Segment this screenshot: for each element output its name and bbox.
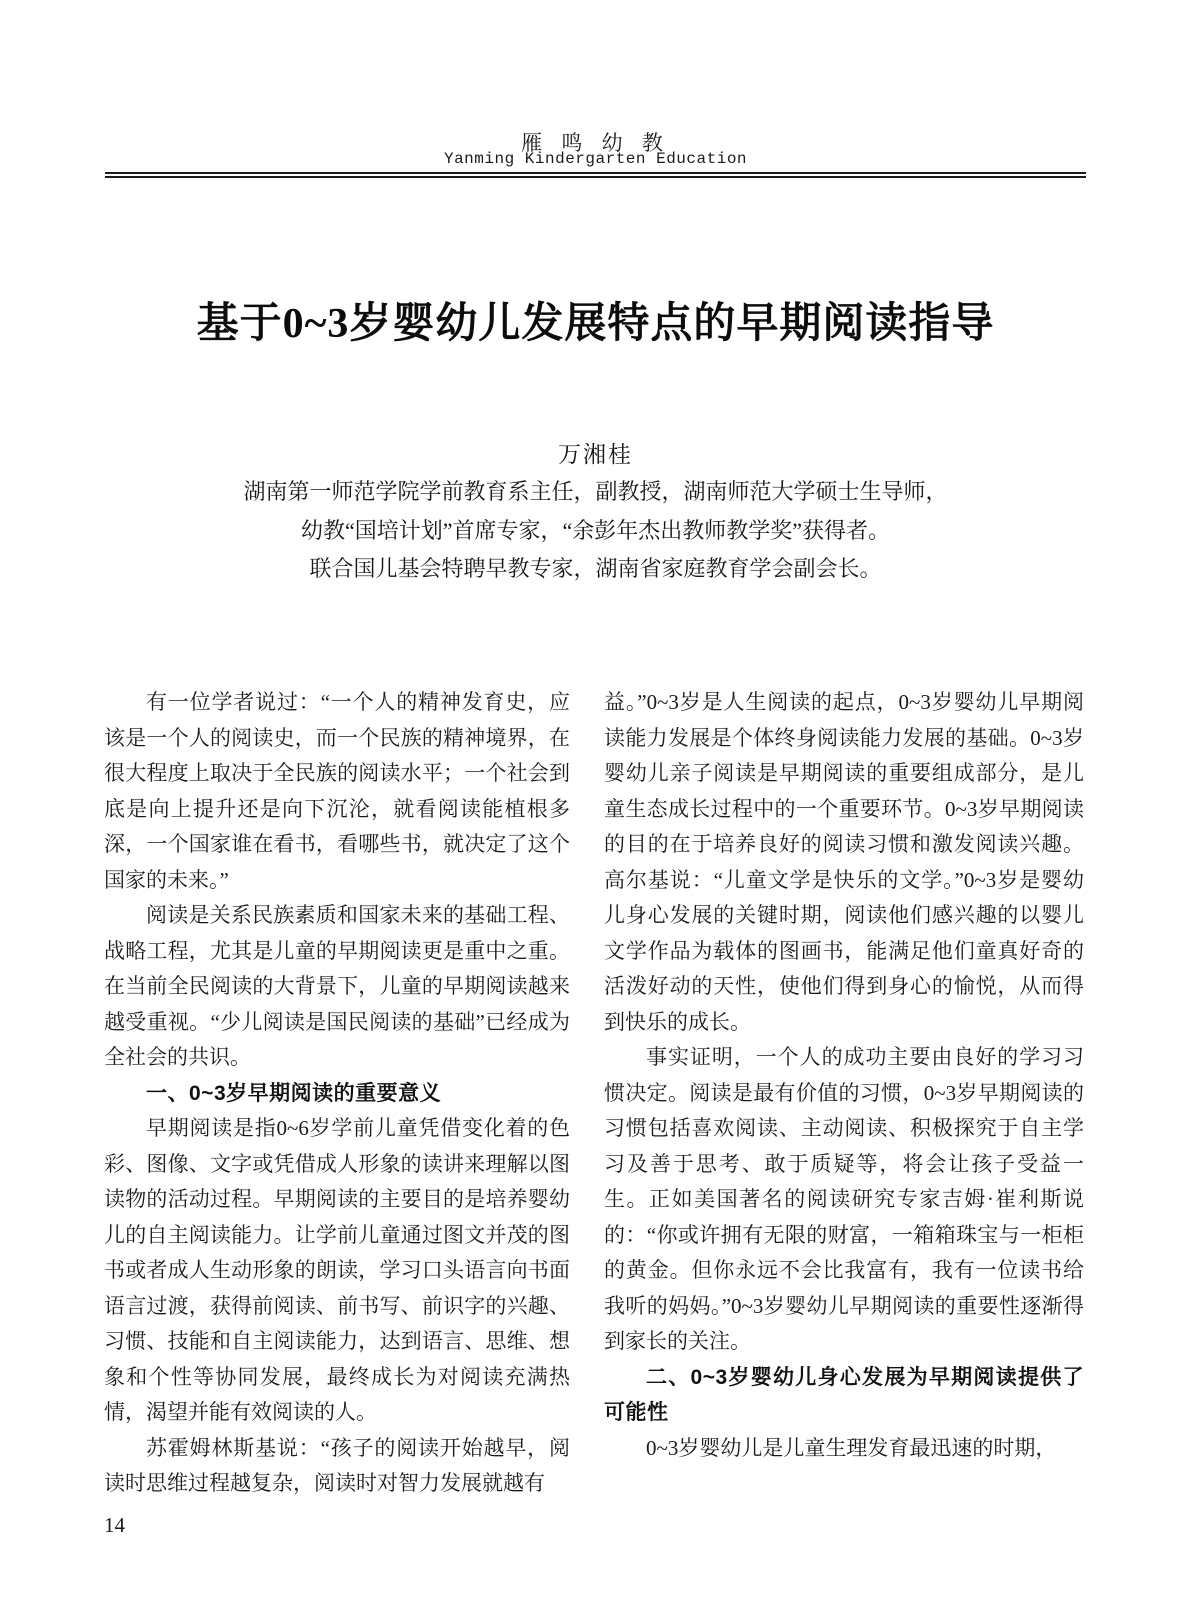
section-heading: 二、0~3岁婴幼儿身心发展为早期阅读提供了可能性 [604, 1365, 1084, 1424]
journal-title-english: Yanming Kindergarten Education [443, 150, 748, 168]
right-column [604, 685, 1084, 1502]
author-bio [0, 473, 1191, 589]
body-paragraph: 益。”0~3岁是人生阅读的起点，0~3岁婴幼儿早期阅读能力发展是个体终身阅读能力发展的基础。0~3岁婴幼儿亲子阅读是早期阅读的重要组成部分，是儿童生态成长过程中的一个重要环节。0~3岁早期阅读的目的在于培养良好的阅读习惯和激发阅读兴趣。高尔基说：“儿童文学是快乐的文学。”0~3岁是婴幼儿身心发展的关键时期，阅读他们感兴趣的以婴儿文学作品为载体的图画书，能满足他们童真好奇的活泼好动的天性，使他们得到身心的愉悦，从而得到快乐的成长。 [604, 690, 1084, 1034]
journal-title-chinese: 雁 鸣 幼 教 [521, 131, 670, 155]
article-author: 万湘桂 [558, 442, 633, 467]
body-paragraph: 阅读是关系民族素质和国家未来的基础工程、战略工程，尤其是儿童的早期阅读更是重中之重。在当前全民阅读的大背景下，儿童的早期阅读越来越受重视。“少儿阅读是国民阅读的基础”已经成为全社会的共识。 [104, 903, 570, 1069]
body-paragraph: 0~3岁婴幼儿是儿童生理发育最迅速的时期， [646, 1435, 1057, 1460]
section-heading: 一、0~3岁早期阅读的重要意义 [146, 1081, 442, 1105]
page-number: 14 [104, 1513, 125, 1537]
left-column [104, 685, 570, 1502]
body-paragraph: 早期阅读是指0~6岁学前儿童凭借变化着的色彩、图像、文字或凭借成人形象的读讲来理解以图读物的活动过程。早期阅读的主要目的是培养婴幼儿的自主阅读能力。让学前儿童通过图文并茂的图书或者成人生动形象的朗读，学习口头语言向书面语言过渡，获得前阅读、前书写、前识字的兴趣、习惯、技能和自主阅读能力，达到语言、思维、想象和个性等协同发展，最终成长为对阅读充满热情，渴望并能有效阅读的人。 [104, 1116, 570, 1424]
body-paragraph: 事实证明，一个人的成功主要由良好的学习习惯决定。阅读是最有价值的习惯，0~3岁早期阅读的习惯包括喜欢阅读、主动阅读、积极探究于自主学习及善于思考、敢于质疑等，将会让孩子受益一生。正如美国著名的阅读研究专家吉姆·崔利斯说的：“你或许拥有无限的财富，一箱箱珠宝与一柜柜的黄金。但你永远不会比我富有，我有一位读书给我听的妈妈。”0~3岁婴幼儿早期阅读的重要性逐渐得到家长的关注。 [604, 1045, 1084, 1353]
header-double-rule [105, 172, 1086, 178]
article-title: 基于0~3岁婴幼儿发展特点的早期阅读指导 [196, 301, 995, 347]
author-bio-line: 湖南第一师范学院学前教育系主任，副教授，湖南师范大学硕士生导师， [243, 479, 948, 504]
body-paragraph: 苏霍姆林斯基说：“孩子的阅读开始越早，阅读时思维过程越复杂，阅读时对智力发展就越有 [104, 1435, 570, 1495]
author-bio-line: 联合国儿基会特聘早教专家，湖南省家庭教育学会副会长。 [309, 556, 882, 581]
author-bio-line: 幼教“国培计划”首席专家，“余彭年杰出教师教学奖”获得者。 [300, 517, 891, 543]
body-columns [104, 685, 1084, 1502]
body-paragraph: 有一位学者说过：“一个人的精神发育史，应该是一个人的阅读史，而一个民族的精神境界，在很大程度上取决于全民族的阅读水平；一个社会到底是向上提升还是向下沉沦，就看阅读能植根多深，一个国家谁在看书，看哪些书，就决定了这个国家的未来。” [104, 690, 570, 892]
